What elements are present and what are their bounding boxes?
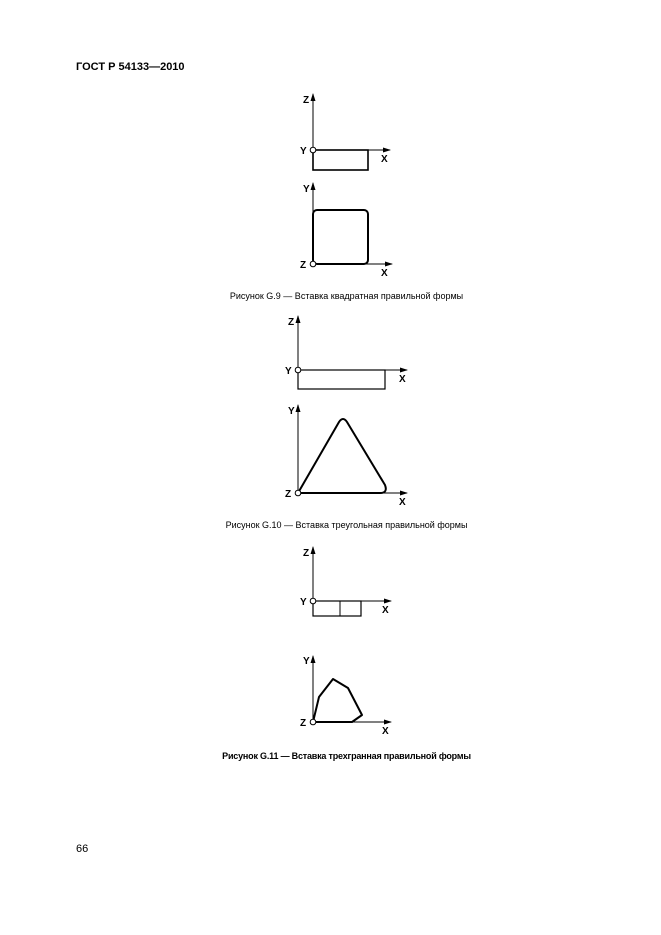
z-label: Z: [303, 95, 310, 106]
document-header: ГОСТ Р 54133—2010: [76, 61, 185, 73]
g11-front-view: [300, 547, 391, 616]
insert-square-outline: [313, 210, 368, 264]
x-label: X: [399, 497, 406, 508]
insert-triangle-outline: [298, 419, 386, 493]
y-label: Y: [303, 184, 310, 195]
x-label: X: [381, 154, 388, 165]
g9-front-view: [300, 94, 390, 170]
insert-trigon-outline: [313, 679, 362, 722]
insert-profile: [313, 150, 368, 170]
figure-g10: [285, 316, 407, 508]
z-label: Z: [288, 317, 295, 328]
origin-marker: [310, 719, 316, 725]
origin-marker: [310, 147, 316, 153]
x-label: X: [399, 374, 406, 385]
y-label: Y: [300, 597, 307, 608]
origin-marker: [295, 367, 301, 373]
g10-plan-view: [285, 405, 407, 508]
g11-plan-view: [300, 656, 391, 737]
page-number: 66: [76, 843, 89, 855]
z-label: Z: [300, 718, 307, 729]
y-label: Y: [285, 366, 292, 377]
y-label: Y: [303, 656, 310, 667]
x-label: X: [381, 268, 388, 279]
x-label: X: [382, 605, 389, 616]
y-label: Y: [300, 146, 307, 157]
figure-g9: [300, 94, 392, 279]
figure-caption-g11: Рисунок G.11 — Вставка трехгранная правильной формы: [222, 751, 471, 761]
figure-g11: [300, 547, 391, 737]
z-label: Z: [303, 548, 310, 559]
insert-profile: [313, 601, 361, 616]
figure-caption-g10: Рисунок G.10 — Вставка треугольная правильной формы: [225, 520, 468, 530]
z-label: Z: [285, 489, 292, 500]
insert-profile: [298, 370, 385, 389]
origin-marker: [295, 490, 301, 496]
x-label: X: [382, 726, 389, 737]
figure-caption-g9: Рисунок G.9 — Вставка квадратная правильной формы: [229, 291, 464, 301]
z-label: Z: [300, 260, 307, 271]
g10-front-view: [285, 316, 407, 389]
g9-plan-view: [300, 183, 392, 279]
origin-marker: [310, 598, 316, 604]
origin-marker: [310, 261, 316, 267]
y-label: Y: [288, 406, 295, 417]
